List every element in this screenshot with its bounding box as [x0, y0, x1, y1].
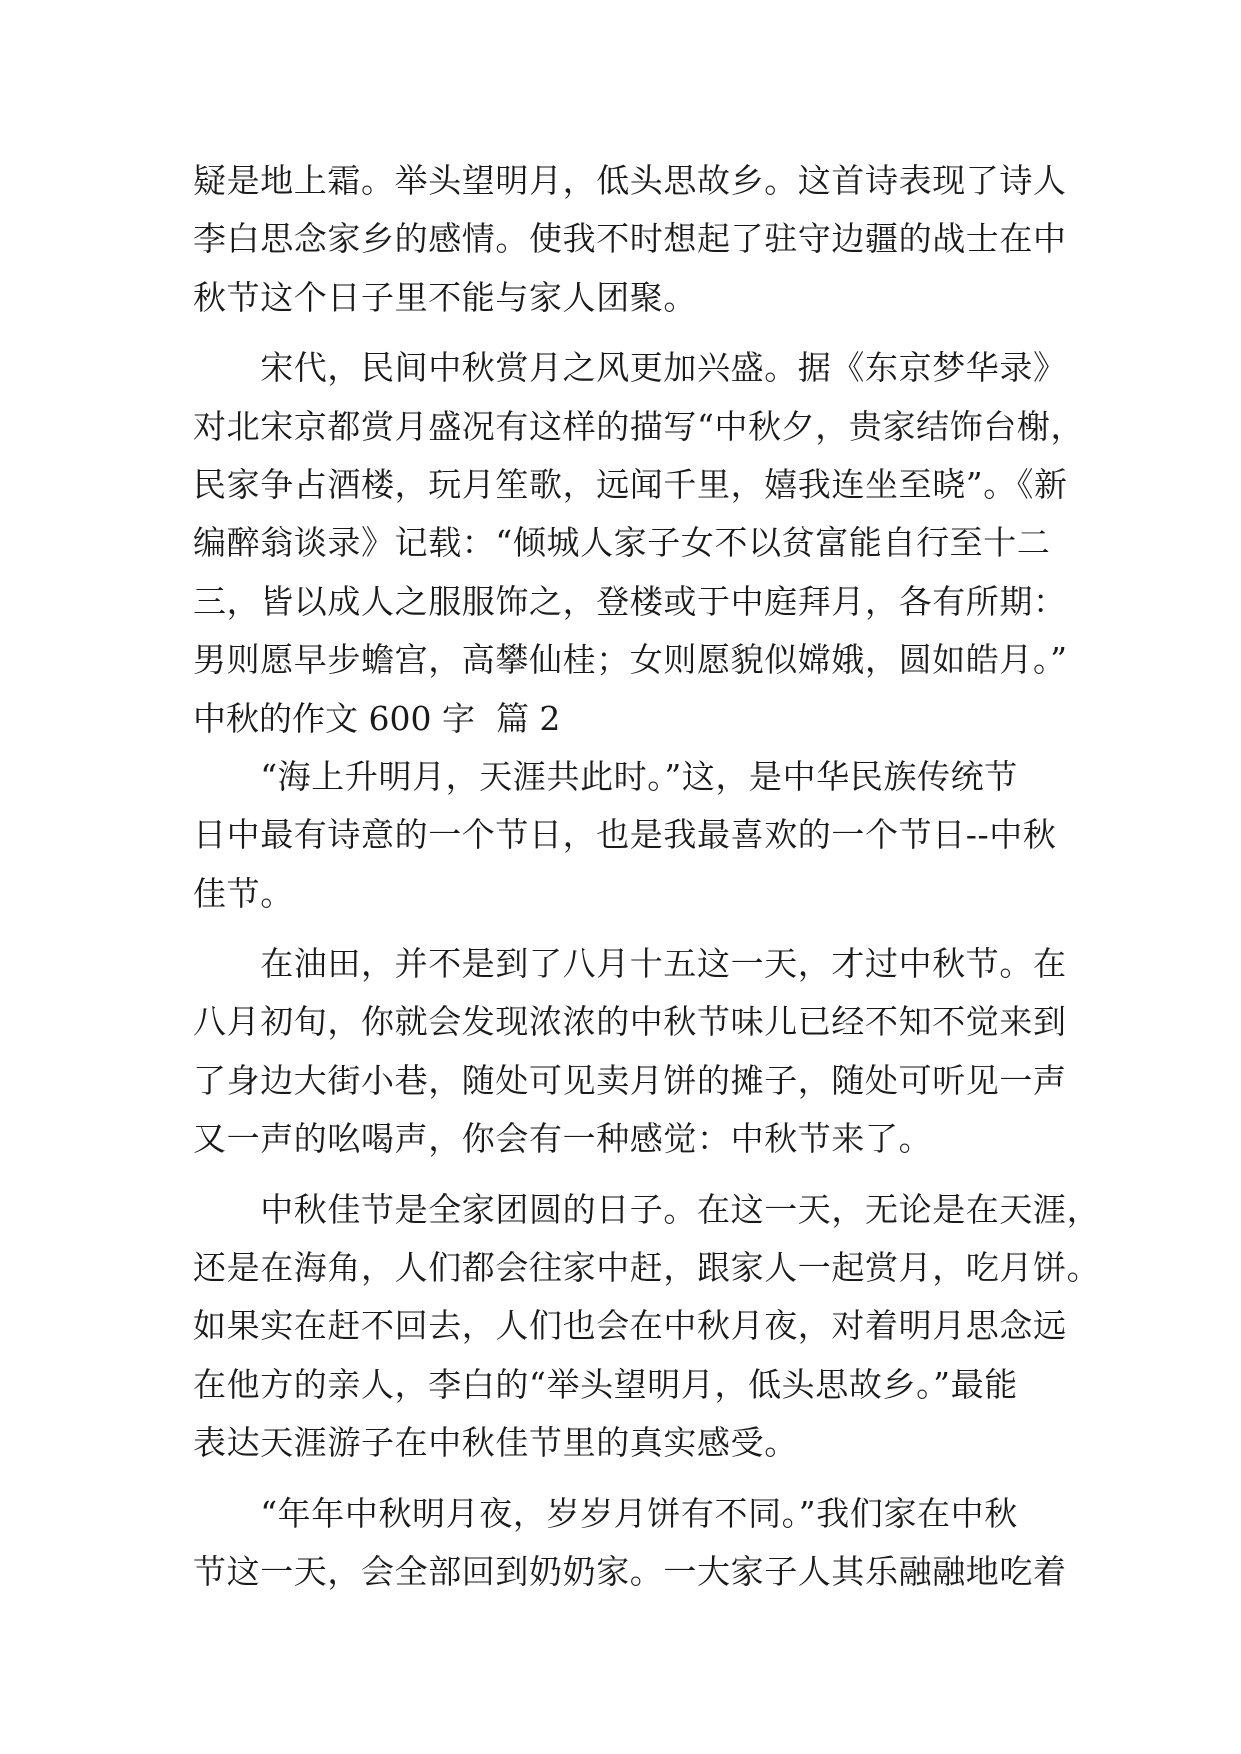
paragraph-gap: [193, 1169, 1053, 1181]
text-line: 如果实在赶不回去，人们也会在中秋月夜，对着明月思念远: [193, 1306, 1067, 1346]
text-line: 对北宋京都赏月盛况有这样的描写“中秋夕，贵家结饰台榭，: [193, 406, 1085, 446]
text-line: 在他方的亲人，李白的“举头望明月，低头思故乡。”最能: [193, 1364, 1018, 1404]
text-line: 还是在海角，人们都会往家中赶，跟家人一起赏月，吃月饼。: [193, 1248, 1101, 1288]
text-line: 八月初旬，你就会发现浓浓的中秋节味儿已经不知不觉来到: [193, 1002, 1067, 1042]
document-page: [193, 152, 1101, 1601]
paragraph-3: [193, 748, 1057, 923]
paragraph-gap: [193, 327, 1053, 339]
text-line: 宋代，民间中秋赏月之风更加兴盛。据《东京梦华录》: [193, 348, 1067, 388]
text-line: 在油田，并不是到了八月十五这一天，才过中秋节。在: [193, 944, 1067, 984]
text-line: 民家争占酒楼，玩月笙歌，远闻千里，嬉我连坐至晓”。《新: [193, 464, 1068, 504]
text-line: 佳节。: [193, 873, 294, 913]
text-line: 编醉翁谈录》记载：“倾城人家子女不以贫富能自行至十二: [193, 523, 1051, 563]
text-line: “年年中秋明月夜，岁岁月饼有不同。”我们家在中秋: [193, 1493, 1018, 1533]
heading-text: 中秋的作文 600 字 篇 2: [193, 698, 561, 738]
text-line: 中秋佳节是全家团圆的日子。在这一天，无论是在天涯，: [193, 1189, 1101, 1229]
paragraph-2: [193, 339, 1085, 689]
text-line: 李白思念家乡的感情。使我不时想起了驻守边疆的战士在中: [193, 219, 1067, 259]
text-line: 秋节这个日子里不能与家人团聚。: [193, 277, 697, 317]
text-line: “海上升明月，天涯共此时。”这，是中华民族传统节: [193, 756, 1018, 796]
text-line: 节这一天，会全部回到奶奶家。一大家子人其乐融融地吃着: [193, 1551, 1067, 1591]
paragraph-gap: [193, 1473, 1053, 1485]
paragraph-4: [193, 935, 1067, 1169]
text-line: 表达天涯游子在中秋佳节里的真实感受。: [193, 1423, 798, 1463]
paragraph-6: [193, 1485, 1067, 1602]
text-line: 疑是地上霜。举头望明月，低头思故乡。这首诗表现了诗人: [193, 161, 1067, 200]
text-line: 又一声的吆喝声，你会有一种感觉：中秋节来了。: [193, 1119, 933, 1159]
section-heading: [193, 690, 1053, 748]
paragraph-1: [193, 152, 1067, 327]
text-line: 日中最有诗意的一个节日，也是我最喜欢的一个节日--中秋: [193, 815, 1057, 855]
paragraph-gap: [193, 923, 1053, 935]
text-line: 男则愿早步蟾宫，高攀仙桂；女则愿貌似嫦娥，圆如皓月。”: [193, 640, 1068, 680]
text-line: 了身边大街小巷，随处可见卖月饼的摊子，随处可听见一声: [193, 1060, 1067, 1100]
text-line: 三，皆以成人之服服饰之，登楼或于中庭拜月，各有所期：: [193, 581, 1067, 621]
paragraph-5: [193, 1181, 1101, 1473]
